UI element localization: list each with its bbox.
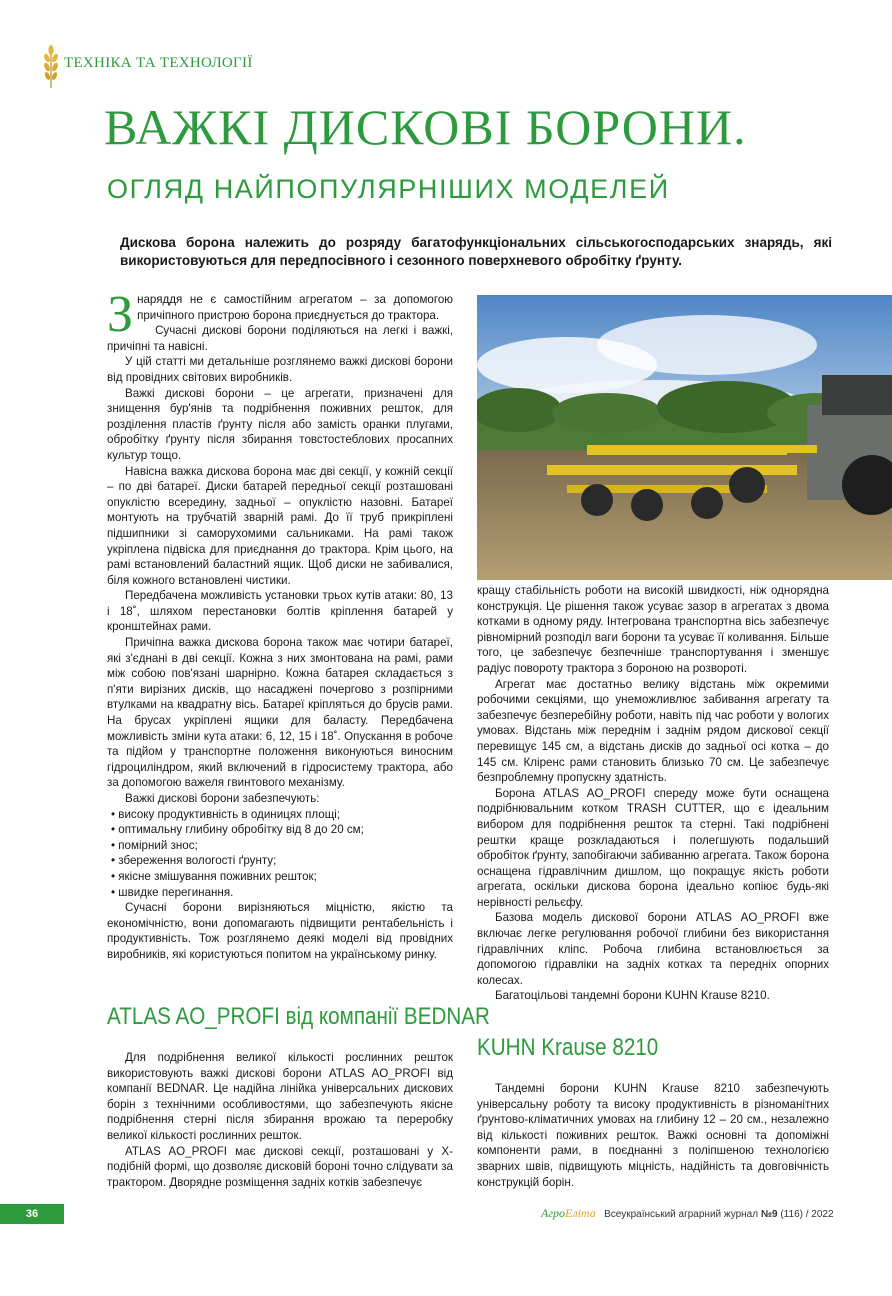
paragraph: Передбачена можливість установки трьох кутів атаки: 80, 13 і 18˚, шляхом перестановки болтів кріплення батарей у кронштейнах рами. <box>107 589 453 634</box>
paragraph: ATLAS AO_PROFI має дискові секції, розташовані у X-подібній формі, що дозволяє дисковій бороні точно слідувати за трактором. Дворядне розміщення задніх котків забезпечує <box>107 1144 453 1189</box>
wheat-icon <box>40 44 62 88</box>
list-item: • оптимальну глибину обробітку від 8 до 20 см; <box>111 823 364 837</box>
article-subtitle: ОГЛЯД НАЙПОПУЛЯРНІШИХ МОДЕЛЕЙ <box>107 174 670 204</box>
paragraph: Базова модель дискової борони ATLAS AO_PROFI вже включає легке регулювання робочої глибини без використання гідравлічних кліпс. Робоча глибина встановлюється за допомогою гідравліки на задніх котках та передніх опорних колесах. <box>477 911 829 987</box>
footer-info <box>541 1206 834 1221</box>
lead-paragraph: Дискова борона належить до розряду багатофункціональних сільськогосподарських знарядь, які використовуються для передпосівного і сезонного поверхневого обробітку ґрунту. <box>120 235 832 268</box>
harrow-photo <box>477 295 892 580</box>
drop-cap: З <box>107 286 134 343</box>
paragraph: кращу стабільність роботи на високій швидкості, ніж однорядна конструкція. Це рішення також усуває зазор в агрегатах з двома котками в одному ряду. Інтегрована транспортна вісь забезпечує рівномірний розподіл ваги борони та усуває її коливання. Більше того, це забезпечує безпечніше транспортування і зменшує радіус повороту трактора з бороною на розвороті. <box>477 584 829 675</box>
paragraph: Сучасні борони вирізняються міцністю, якістю та економічністю, вони допомагають підвищити рентабельність і продуктивність. Тож розглянемо деякі моделі від провідних виробників, які користуються попитом на українському ринку. <box>107 901 453 961</box>
issue-tail: (116) / 2022 <box>777 1209 834 1220</box>
paragraph: Багатоцільові тандемні борони KUHN Krause 8210. <box>495 989 770 1003</box>
paragraph: Тандемні борони KUHN Krause 8210 забезпечують універсальну роботу та високу продуктивність в різноманітних ґрунтово-кліматичних умовах на глибину 12 – 20 см., незалежно від кількості поживних решток. Важкі основні та допоміжні компоненти рами, в поєднанні з поліпшеною технологією зварних швів, підвищують міцність, надійність та довговічність конструкцій борін. <box>477 1082 829 1189</box>
section-label: ТЕХНІКА ТА ТЕХНОЛОГІЇ <box>64 55 253 71</box>
list-item: • помірний знос; <box>111 838 198 852</box>
section-heading-atlas: ATLAS AO_PROFI від компанії BEDNAR <box>107 1003 490 1030</box>
page-number: 36 <box>0 1204 64 1224</box>
column-left <box>107 286 453 963</box>
paragraph: Знаряддя не є самостійним агрегатом – за допомогою причіпного пристрою борона приєднується до трактора. <box>107 286 453 343</box>
section-heading-kuhn: KUHN Krause 8210 <box>477 1034 659 1061</box>
list-item: • збереження вологості ґрунту; <box>111 854 277 868</box>
paragraph: У цій статті ми детальніше розглянемо важкі дискові борони від провідних світових виробників. <box>107 355 453 384</box>
paragraph: Важкі дискові борони – це агрегати, призначені для знищення бур'янів та подрібнення поживних решток, для розділення пластів ґрунту після або замість оранки плугами, обробітку ґрунту після збирання товстостеблових просапних культур тощо. <box>107 386 453 462</box>
paragraph: Сучасні дискові борони поділяються на легкі і важкі, причіпні та навісні. <box>107 324 453 353</box>
article-title: ВАЖКІ ДИСКОВІ БОРОНИ. <box>104 99 747 155</box>
list-item: • якісне змішування поживних решток; <box>111 869 317 883</box>
paragraph: Борона ATLAS AO_PROFI спереду може бути оснащена подрібнювальним котком TRASH CUTTER, що є ідеальним вибором для подрібнення решток та стерні. Такі подрібнені рештки краще розкладаються і полегшують подальший обробіток ґрунту, запобігаючи забиванню агрегата. Також борона оснащена гідравлічним дишлом, що покращує якість роботи агрегата, оскільки дискова борона ідеально копіює будь-які нерівності рельєфу. <box>477 786 829 909</box>
column-right-bottom <box>477 1081 829 1190</box>
list-item: • швидке перегинання. <box>111 885 234 899</box>
brand-logo: АгроЕліта <box>541 1206 596 1220</box>
issue-number: №9 <box>760 1209 778 1220</box>
list-item: • високу продуктивність в одиницях площі; <box>111 807 341 821</box>
column-right <box>477 583 829 1004</box>
column-left-bottom <box>107 1050 453 1190</box>
paragraph: Важкі дискові борони забезпечують: <box>125 792 320 805</box>
paragraph: Навісна важка дискова борона має дві секції, у кожній секції – по дві батареї. Диски батарей передньої секції розташовані опуклістю всередину, задньої – опуклістю назовні. Батареї монтують на трубчатій зварній рамі. До її труб прикріплені підшипники зі саморухомими сальниками. На рамі також укріплена підвіска для приєднання до трактора. Крім цього, на рамі встановлений баластний ящик. Щоб диски не забивалися, біля кожного встановлені чистики. <box>107 464 453 587</box>
journal-name: Всеукраїнський аграрний журнал <box>604 1209 761 1220</box>
paragraph: Для подрібнення великої кількості рослинних решток використовують важкі дискові борони ATLAS AO_PROFI від компанії BEDNAR. Це надійна лінійка універсальних дискових борін з технічними особливостями, що забезпечують якісне подрібнення стерні після збирання врожаю та переробку великої кількості рослинних решток. <box>107 1051 453 1142</box>
paragraph: Агрегат має достатньо велику відстань між окремими робочими секціями, що унеможливлює забивання агрегату та забезпечує безперебійну роботи, навіть під час роботи у вологих умовах. Відстань між переднім і заднім рядом дискової секції перевищує 145 см, а відстань дисків до задньої осі котка – до 145 см. Кліренс рами становить близько 70 см. Це забезпечує безпроблемну пропускну здатність. <box>477 677 829 785</box>
paragraph: Причіпна важка дискова борона також має чотири батареї, які з'єднані в дві секції. Кожна з них змонтована на рамі, рами між собою пов'язані шарнірно. Кожна батарея складається з п'яти вирізних дисків, що насаджені почергово з розпірними втулками на квадратну вісь. Батареї кріпляться до брусів рами. На брусах укріплені ящики для баласту. Передбачена можливість зміни кута атаки: 6, 12, 15 і 18˚. Опускання в робоче та підйом у транспортне положення виконуються виносним гідроциліндром, який включений в гідросистему трактора, або за допомогою важеля гвинтового механізму. <box>107 636 453 790</box>
benefits-list <box>107 807 453 901</box>
